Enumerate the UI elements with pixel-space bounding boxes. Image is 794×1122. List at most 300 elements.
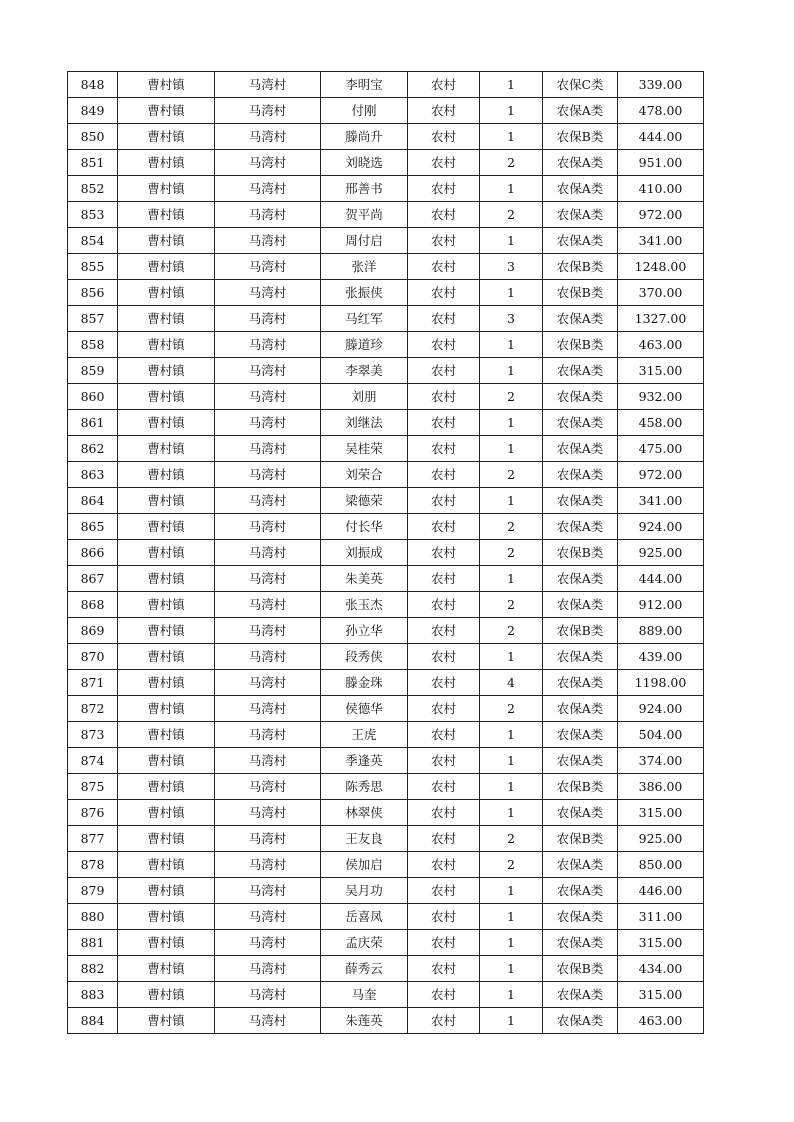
amount-cell: 850.00 bbox=[618, 852, 704, 878]
serial-number-cell: 879 bbox=[68, 878, 118, 904]
person-count-cell: 3 bbox=[480, 306, 543, 332]
category-cell: 农保A类 bbox=[543, 384, 618, 410]
serial-number-cell: 882 bbox=[68, 956, 118, 982]
category-cell: 农保A类 bbox=[543, 514, 618, 540]
category-cell: 农保A类 bbox=[543, 488, 618, 514]
household-type-cell: 农村 bbox=[408, 332, 480, 358]
amount-cell: 972.00 bbox=[618, 462, 704, 488]
town-cell: 曹村镇 bbox=[118, 176, 215, 202]
town-cell: 曹村镇 bbox=[118, 150, 215, 176]
category-cell: 农保A类 bbox=[543, 150, 618, 176]
category-cell: 农保B类 bbox=[543, 540, 618, 566]
serial-number-cell: 874 bbox=[68, 748, 118, 774]
village-cell: 马湾村 bbox=[215, 748, 321, 774]
person-count-cell: 1 bbox=[480, 358, 543, 384]
person-count-cell: 2 bbox=[480, 540, 543, 566]
village-cell: 马湾村 bbox=[215, 410, 321, 436]
table-row bbox=[68, 202, 704, 228]
town-cell: 曹村镇 bbox=[118, 982, 215, 1008]
serial-number-cell: 880 bbox=[68, 904, 118, 930]
serial-number-cell: 875 bbox=[68, 774, 118, 800]
table-row bbox=[68, 800, 704, 826]
table-row bbox=[68, 566, 704, 592]
category-cell: 农保A类 bbox=[543, 358, 618, 384]
name-cell: 马红军 bbox=[321, 306, 408, 332]
household-type-cell: 农村 bbox=[408, 878, 480, 904]
amount-cell: 504.00 bbox=[618, 722, 704, 748]
serial-number-cell: 856 bbox=[68, 280, 118, 306]
serial-number-cell: 857 bbox=[68, 306, 118, 332]
town-cell: 曹村镇 bbox=[118, 722, 215, 748]
table-row bbox=[68, 436, 704, 462]
town-cell: 曹村镇 bbox=[118, 956, 215, 982]
village-cell: 马湾村 bbox=[215, 566, 321, 592]
name-cell: 滕道珍 bbox=[321, 332, 408, 358]
table-row bbox=[68, 930, 704, 956]
amount-cell: 458.00 bbox=[618, 410, 704, 436]
person-count-cell: 1 bbox=[480, 800, 543, 826]
serial-number-cell: 884 bbox=[68, 1008, 118, 1034]
name-cell: 侯加启 bbox=[321, 852, 408, 878]
person-count-cell: 2 bbox=[480, 852, 543, 878]
category-cell: 农保A类 bbox=[543, 436, 618, 462]
town-cell: 曹村镇 bbox=[118, 98, 215, 124]
household-type-cell: 农村 bbox=[408, 696, 480, 722]
name-cell: 林翠侠 bbox=[321, 800, 408, 826]
amount-cell: 410.00 bbox=[618, 176, 704, 202]
amount-cell: 912.00 bbox=[618, 592, 704, 618]
amount-cell: 932.00 bbox=[618, 384, 704, 410]
serial-number-cell: 854 bbox=[68, 228, 118, 254]
name-cell: 王虎 bbox=[321, 722, 408, 748]
category-cell: 农保A类 bbox=[543, 410, 618, 436]
town-cell: 曹村镇 bbox=[118, 410, 215, 436]
person-count-cell: 1 bbox=[480, 956, 543, 982]
village-cell: 马湾村 bbox=[215, 72, 321, 98]
person-count-cell: 1 bbox=[480, 878, 543, 904]
amount-cell: 951.00 bbox=[618, 150, 704, 176]
household-type-cell: 农村 bbox=[408, 644, 480, 670]
village-cell: 马湾村 bbox=[215, 514, 321, 540]
household-type-cell: 农村 bbox=[408, 358, 480, 384]
roster-body bbox=[68, 72, 704, 1034]
town-cell: 曹村镇 bbox=[118, 878, 215, 904]
table-row bbox=[68, 852, 704, 878]
village-cell: 马湾村 bbox=[215, 722, 321, 748]
name-cell: 孙立华 bbox=[321, 618, 408, 644]
person-count-cell: 1 bbox=[480, 722, 543, 748]
name-cell: 刘晓选 bbox=[321, 150, 408, 176]
table-row bbox=[68, 748, 704, 774]
amount-cell: 925.00 bbox=[618, 540, 704, 566]
village-cell: 马湾村 bbox=[215, 332, 321, 358]
village-cell: 马湾村 bbox=[215, 384, 321, 410]
village-cell: 马湾村 bbox=[215, 540, 321, 566]
person-count-cell: 1 bbox=[480, 410, 543, 436]
amount-cell: 315.00 bbox=[618, 930, 704, 956]
person-count-cell: 2 bbox=[480, 150, 543, 176]
table-row bbox=[68, 332, 704, 358]
town-cell: 曹村镇 bbox=[118, 696, 215, 722]
person-count-cell: 1 bbox=[480, 98, 543, 124]
village-cell: 马湾村 bbox=[215, 618, 321, 644]
roster-sheet bbox=[67, 71, 703, 1034]
amount-cell: 972.00 bbox=[618, 202, 704, 228]
category-cell: 农保A类 bbox=[543, 98, 618, 124]
roster-table bbox=[67, 71, 704, 1034]
name-cell: 付长华 bbox=[321, 514, 408, 540]
household-type-cell: 农村 bbox=[408, 852, 480, 878]
serial-number-cell: 869 bbox=[68, 618, 118, 644]
category-cell: 农保A类 bbox=[543, 904, 618, 930]
category-cell: 农保A类 bbox=[543, 696, 618, 722]
person-count-cell: 1 bbox=[480, 774, 543, 800]
person-count-cell: 1 bbox=[480, 436, 543, 462]
amount-cell: 439.00 bbox=[618, 644, 704, 670]
amount-cell: 444.00 bbox=[618, 124, 704, 150]
town-cell: 曹村镇 bbox=[118, 358, 215, 384]
serial-number-cell: 862 bbox=[68, 436, 118, 462]
person-count-cell: 1 bbox=[480, 930, 543, 956]
household-type-cell: 农村 bbox=[408, 462, 480, 488]
household-type-cell: 农村 bbox=[408, 956, 480, 982]
village-cell: 马湾村 bbox=[215, 150, 321, 176]
serial-number-cell: 873 bbox=[68, 722, 118, 748]
amount-cell: 924.00 bbox=[618, 514, 704, 540]
name-cell: 王友良 bbox=[321, 826, 408, 852]
household-type-cell: 农村 bbox=[408, 748, 480, 774]
amount-cell: 446.00 bbox=[618, 878, 704, 904]
table-row bbox=[68, 982, 704, 1008]
town-cell: 曹村镇 bbox=[118, 488, 215, 514]
person-count-cell: 1 bbox=[480, 1008, 543, 1034]
amount-cell: 925.00 bbox=[618, 826, 704, 852]
serial-number-cell: 867 bbox=[68, 566, 118, 592]
village-cell: 马湾村 bbox=[215, 696, 321, 722]
village-cell: 马湾村 bbox=[215, 306, 321, 332]
village-cell: 马湾村 bbox=[215, 98, 321, 124]
name-cell: 吴月功 bbox=[321, 878, 408, 904]
household-type-cell: 农村 bbox=[408, 72, 480, 98]
table-row bbox=[68, 670, 704, 696]
household-type-cell: 农村 bbox=[408, 254, 480, 280]
village-cell: 马湾村 bbox=[215, 956, 321, 982]
table-row bbox=[68, 826, 704, 852]
town-cell: 曹村镇 bbox=[118, 384, 215, 410]
amount-cell: 1327.00 bbox=[618, 306, 704, 332]
household-type-cell: 农村 bbox=[408, 1008, 480, 1034]
village-cell: 马湾村 bbox=[215, 878, 321, 904]
village-cell: 马湾村 bbox=[215, 254, 321, 280]
table-row bbox=[68, 462, 704, 488]
table-row bbox=[68, 306, 704, 332]
table-row bbox=[68, 904, 704, 930]
name-cell: 朱美英 bbox=[321, 566, 408, 592]
village-cell: 马湾村 bbox=[215, 280, 321, 306]
amount-cell: 386.00 bbox=[618, 774, 704, 800]
town-cell: 曹村镇 bbox=[118, 748, 215, 774]
serial-number-cell: 861 bbox=[68, 410, 118, 436]
village-cell: 马湾村 bbox=[215, 488, 321, 514]
category-cell: 农保A类 bbox=[543, 202, 618, 228]
serial-number-cell: 871 bbox=[68, 670, 118, 696]
village-cell: 马湾村 bbox=[215, 436, 321, 462]
amount-cell: 478.00 bbox=[618, 98, 704, 124]
village-cell: 马湾村 bbox=[215, 462, 321, 488]
household-type-cell: 农村 bbox=[408, 488, 480, 514]
person-count-cell: 1 bbox=[480, 566, 543, 592]
person-count-cell: 2 bbox=[480, 384, 543, 410]
category-cell: 农保A类 bbox=[543, 306, 618, 332]
name-cell: 张洋 bbox=[321, 254, 408, 280]
village-cell: 马湾村 bbox=[215, 982, 321, 1008]
village-cell: 马湾村 bbox=[215, 800, 321, 826]
village-cell: 马湾村 bbox=[215, 228, 321, 254]
town-cell: 曹村镇 bbox=[118, 514, 215, 540]
table-row bbox=[68, 956, 704, 982]
person-count-cell: 1 bbox=[480, 72, 543, 98]
household-type-cell: 农村 bbox=[408, 774, 480, 800]
household-type-cell: 农村 bbox=[408, 410, 480, 436]
village-cell: 马湾村 bbox=[215, 774, 321, 800]
table-row bbox=[68, 696, 704, 722]
category-cell: 农保C类 bbox=[543, 72, 618, 98]
household-type-cell: 农村 bbox=[408, 930, 480, 956]
town-cell: 曹村镇 bbox=[118, 436, 215, 462]
town-cell: 曹村镇 bbox=[118, 124, 215, 150]
serial-number-cell: 868 bbox=[68, 592, 118, 618]
town-cell: 曹村镇 bbox=[118, 644, 215, 670]
table-row bbox=[68, 72, 704, 98]
village-cell: 马湾村 bbox=[215, 904, 321, 930]
category-cell: 农保A类 bbox=[543, 228, 618, 254]
serial-number-cell: 878 bbox=[68, 852, 118, 878]
town-cell: 曹村镇 bbox=[118, 228, 215, 254]
town-cell: 曹村镇 bbox=[118, 774, 215, 800]
household-type-cell: 农村 bbox=[408, 592, 480, 618]
household-type-cell: 农村 bbox=[408, 982, 480, 1008]
name-cell: 陈秀思 bbox=[321, 774, 408, 800]
amount-cell: 311.00 bbox=[618, 904, 704, 930]
table-row bbox=[68, 722, 704, 748]
household-type-cell: 农村 bbox=[408, 618, 480, 644]
serial-number-cell: 876 bbox=[68, 800, 118, 826]
village-cell: 马湾村 bbox=[215, 592, 321, 618]
table-row bbox=[68, 618, 704, 644]
serial-number-cell: 848 bbox=[68, 72, 118, 98]
village-cell: 马湾村 bbox=[215, 124, 321, 150]
table-row bbox=[68, 176, 704, 202]
village-cell: 马湾村 bbox=[215, 826, 321, 852]
town-cell: 曹村镇 bbox=[118, 202, 215, 228]
name-cell: 刘继法 bbox=[321, 410, 408, 436]
amount-cell: 463.00 bbox=[618, 1008, 704, 1034]
category-cell: 农保B类 bbox=[543, 124, 618, 150]
town-cell: 曹村镇 bbox=[118, 566, 215, 592]
serial-number-cell: 870 bbox=[68, 644, 118, 670]
table-row bbox=[68, 358, 704, 384]
household-type-cell: 农村 bbox=[408, 722, 480, 748]
table-row bbox=[68, 878, 704, 904]
person-count-cell: 1 bbox=[480, 748, 543, 774]
person-count-cell: 2 bbox=[480, 592, 543, 618]
amount-cell: 339.00 bbox=[618, 72, 704, 98]
name-cell: 李明宝 bbox=[321, 72, 408, 98]
category-cell: 农保A类 bbox=[543, 1008, 618, 1034]
household-type-cell: 农村 bbox=[408, 826, 480, 852]
category-cell: 农保A类 bbox=[543, 930, 618, 956]
village-cell: 马湾村 bbox=[215, 1008, 321, 1034]
person-count-cell: 1 bbox=[480, 176, 543, 202]
village-cell: 马湾村 bbox=[215, 176, 321, 202]
household-type-cell: 农村 bbox=[408, 124, 480, 150]
village-cell: 马湾村 bbox=[215, 930, 321, 956]
household-type-cell: 农村 bbox=[408, 384, 480, 410]
name-cell: 刘振成 bbox=[321, 540, 408, 566]
name-cell: 段秀侠 bbox=[321, 644, 408, 670]
name-cell: 马奎 bbox=[321, 982, 408, 1008]
name-cell: 邢善书 bbox=[321, 176, 408, 202]
amount-cell: 463.00 bbox=[618, 332, 704, 358]
name-cell: 侯德华 bbox=[321, 696, 408, 722]
serial-number-cell: 866 bbox=[68, 540, 118, 566]
name-cell: 岳喜凤 bbox=[321, 904, 408, 930]
name-cell: 滕金珠 bbox=[321, 670, 408, 696]
person-count-cell: 1 bbox=[480, 982, 543, 1008]
table-row bbox=[68, 98, 704, 124]
town-cell: 曹村镇 bbox=[118, 254, 215, 280]
name-cell: 吴桂荣 bbox=[321, 436, 408, 462]
household-type-cell: 农村 bbox=[408, 514, 480, 540]
table-row bbox=[68, 254, 704, 280]
person-count-cell: 1 bbox=[480, 904, 543, 930]
category-cell: 农保A类 bbox=[543, 462, 618, 488]
name-cell: 贺平尚 bbox=[321, 202, 408, 228]
category-cell: 农保B类 bbox=[543, 618, 618, 644]
serial-number-cell: 883 bbox=[68, 982, 118, 1008]
amount-cell: 889.00 bbox=[618, 618, 704, 644]
amount-cell: 434.00 bbox=[618, 956, 704, 982]
name-cell: 张玉杰 bbox=[321, 592, 408, 618]
town-cell: 曹村镇 bbox=[118, 670, 215, 696]
person-count-cell: 4 bbox=[480, 670, 543, 696]
table-row bbox=[68, 384, 704, 410]
name-cell: 张振侠 bbox=[321, 280, 408, 306]
category-cell: 农保A类 bbox=[543, 670, 618, 696]
town-cell: 曹村镇 bbox=[118, 800, 215, 826]
town-cell: 曹村镇 bbox=[118, 852, 215, 878]
town-cell: 曹村镇 bbox=[118, 930, 215, 956]
person-count-cell: 2 bbox=[480, 202, 543, 228]
serial-number-cell: 858 bbox=[68, 332, 118, 358]
household-type-cell: 农村 bbox=[408, 98, 480, 124]
household-type-cell: 农村 bbox=[408, 904, 480, 930]
person-count-cell: 1 bbox=[480, 332, 543, 358]
category-cell: 农保A类 bbox=[543, 878, 618, 904]
town-cell: 曹村镇 bbox=[118, 332, 215, 358]
household-type-cell: 农村 bbox=[408, 228, 480, 254]
household-type-cell: 农村 bbox=[408, 540, 480, 566]
person-count-cell: 1 bbox=[480, 280, 543, 306]
person-count-cell: 1 bbox=[480, 124, 543, 150]
household-type-cell: 农村 bbox=[408, 280, 480, 306]
serial-number-cell: 881 bbox=[68, 930, 118, 956]
table-row bbox=[68, 540, 704, 566]
person-count-cell: 2 bbox=[480, 618, 543, 644]
town-cell: 曹村镇 bbox=[118, 306, 215, 332]
serial-number-cell: 852 bbox=[68, 176, 118, 202]
category-cell: 农保A类 bbox=[543, 748, 618, 774]
serial-number-cell: 877 bbox=[68, 826, 118, 852]
town-cell: 曹村镇 bbox=[118, 1008, 215, 1034]
serial-number-cell: 872 bbox=[68, 696, 118, 722]
person-count-cell: 1 bbox=[480, 228, 543, 254]
serial-number-cell: 863 bbox=[68, 462, 118, 488]
household-type-cell: 农村 bbox=[408, 202, 480, 228]
category-cell: 农保A类 bbox=[543, 722, 618, 748]
village-cell: 马湾村 bbox=[215, 852, 321, 878]
table-row bbox=[68, 514, 704, 540]
name-cell: 梁德荣 bbox=[321, 488, 408, 514]
amount-cell: 341.00 bbox=[618, 488, 704, 514]
serial-number-cell: 855 bbox=[68, 254, 118, 280]
household-type-cell: 农村 bbox=[408, 306, 480, 332]
amount-cell: 1198.00 bbox=[618, 670, 704, 696]
household-type-cell: 农村 bbox=[408, 670, 480, 696]
category-cell: 农保A类 bbox=[543, 982, 618, 1008]
category-cell: 农保B类 bbox=[543, 280, 618, 306]
table-row bbox=[68, 410, 704, 436]
table-row bbox=[68, 1008, 704, 1034]
person-count-cell: 1 bbox=[480, 488, 543, 514]
town-cell: 曹村镇 bbox=[118, 540, 215, 566]
name-cell: 朱莲英 bbox=[321, 1008, 408, 1034]
village-cell: 马湾村 bbox=[215, 670, 321, 696]
name-cell: 李翠美 bbox=[321, 358, 408, 384]
village-cell: 马湾村 bbox=[215, 644, 321, 670]
name-cell: 付刚 bbox=[321, 98, 408, 124]
category-cell: 农保B类 bbox=[543, 826, 618, 852]
amount-cell: 315.00 bbox=[618, 358, 704, 384]
serial-number-cell: 864 bbox=[68, 488, 118, 514]
town-cell: 曹村镇 bbox=[118, 618, 215, 644]
town-cell: 曹村镇 bbox=[118, 592, 215, 618]
table-row bbox=[68, 124, 704, 150]
name-cell: 季逢英 bbox=[321, 748, 408, 774]
serial-number-cell: 851 bbox=[68, 150, 118, 176]
village-cell: 马湾村 bbox=[215, 202, 321, 228]
person-count-cell: 2 bbox=[480, 826, 543, 852]
table-row bbox=[68, 592, 704, 618]
household-type-cell: 农村 bbox=[408, 436, 480, 462]
serial-number-cell: 860 bbox=[68, 384, 118, 410]
category-cell: 农保A类 bbox=[543, 800, 618, 826]
serial-number-cell: 850 bbox=[68, 124, 118, 150]
amount-cell: 475.00 bbox=[618, 436, 704, 462]
table-row bbox=[68, 150, 704, 176]
category-cell: 农保A类 bbox=[543, 592, 618, 618]
person-count-cell: 2 bbox=[480, 696, 543, 722]
household-type-cell: 农村 bbox=[408, 800, 480, 826]
category-cell: 农保B类 bbox=[543, 254, 618, 280]
person-count-cell: 2 bbox=[480, 462, 543, 488]
category-cell: 农保A类 bbox=[543, 644, 618, 670]
person-count-cell: 2 bbox=[480, 514, 543, 540]
category-cell: 农保A类 bbox=[543, 566, 618, 592]
table-row bbox=[68, 774, 704, 800]
serial-number-cell: 849 bbox=[68, 98, 118, 124]
amount-cell: 374.00 bbox=[618, 748, 704, 774]
